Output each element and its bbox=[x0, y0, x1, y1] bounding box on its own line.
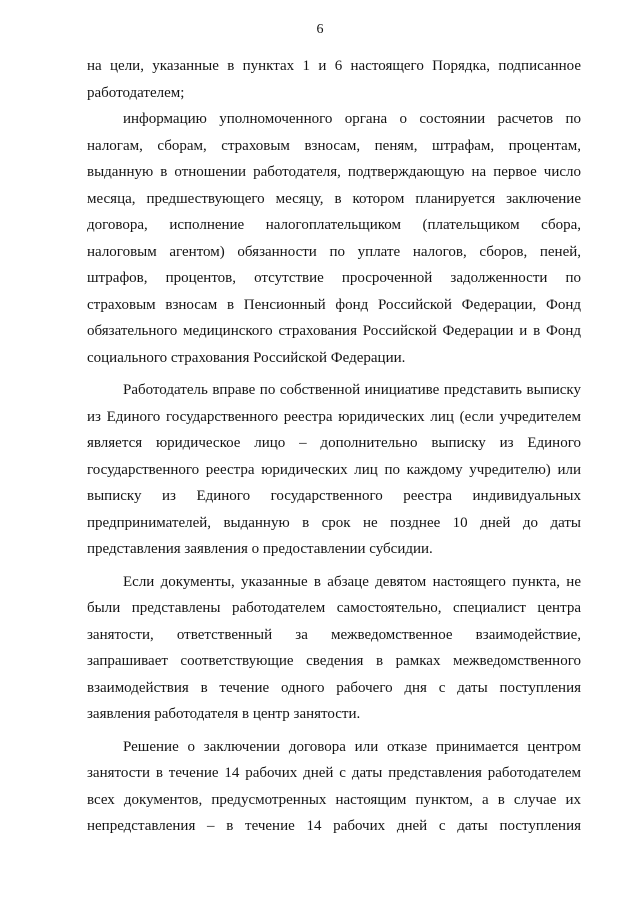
document-body bbox=[87, 53, 581, 840]
paragraph-interagency-request: Если документы, указанные в абзаце девятом настоящего пункта, не были представлены работодателем самостоятельно, специалист центра занятости, ответственный за межведомственное взаимодействие, запрашивает соответствующие сведения в рамках межведомственного взаимодействия в течение одного рабочего дня с даты поступления заявления работодателя в центр занятости. bbox=[87, 573, 581, 722]
paragraph-registry-extract: Работодатель вправе по собственной инициативе представить выписку из Единого государственного реестра юридических лиц (если учредителем является юридическое лицо – дополнительно выписку из Единого государственного реестра юридических лиц по каждому учредителю) или выписку из Единого государственного реестра индивидуальных предпринимателей, выданную в срок не позднее 10 дней до даты представления заявления о предоставлении субсидии. bbox=[87, 382, 581, 557]
paragraph-decision: Решение о заключении договора или отказе принимается центром занятости в течение 14 рабочих дней с даты представления работодателем всех документов, предусмотренных настоящим пунктом, а в случае их непредставления – в течение 14 рабочих дней с даты поступления bbox=[87, 738, 581, 834]
page-number: 6 bbox=[316, 22, 324, 37]
paragraph-tax-information: информацию уполномоченного органа о состоянии расчетов по налогам, сборам, страховым взносам, пеням, штрафам, процентам, выданную в отношении работодателя, подтверждающую на первое число месяца, предшествующего месяцу, в котором планируется заключение договора, исполнение налогоплательщиком (плательщиком сбора, налоговым агентом) обязанности по уплате налогов, сборов, пеней, штрафов, процентов, отсутствие просроченной задолженности по страховым взносам в Пенсионный фонд Российской Федерации, Фонд обязательного медицинского страхования Российской Федерации и в Фонд социального страхования Российской Федерации. bbox=[87, 111, 581, 366]
paragraph-continuation: на цели, указанные в пунктах 1 и 6 настоящего Порядка, подписанное работодателем; bbox=[87, 58, 581, 101]
